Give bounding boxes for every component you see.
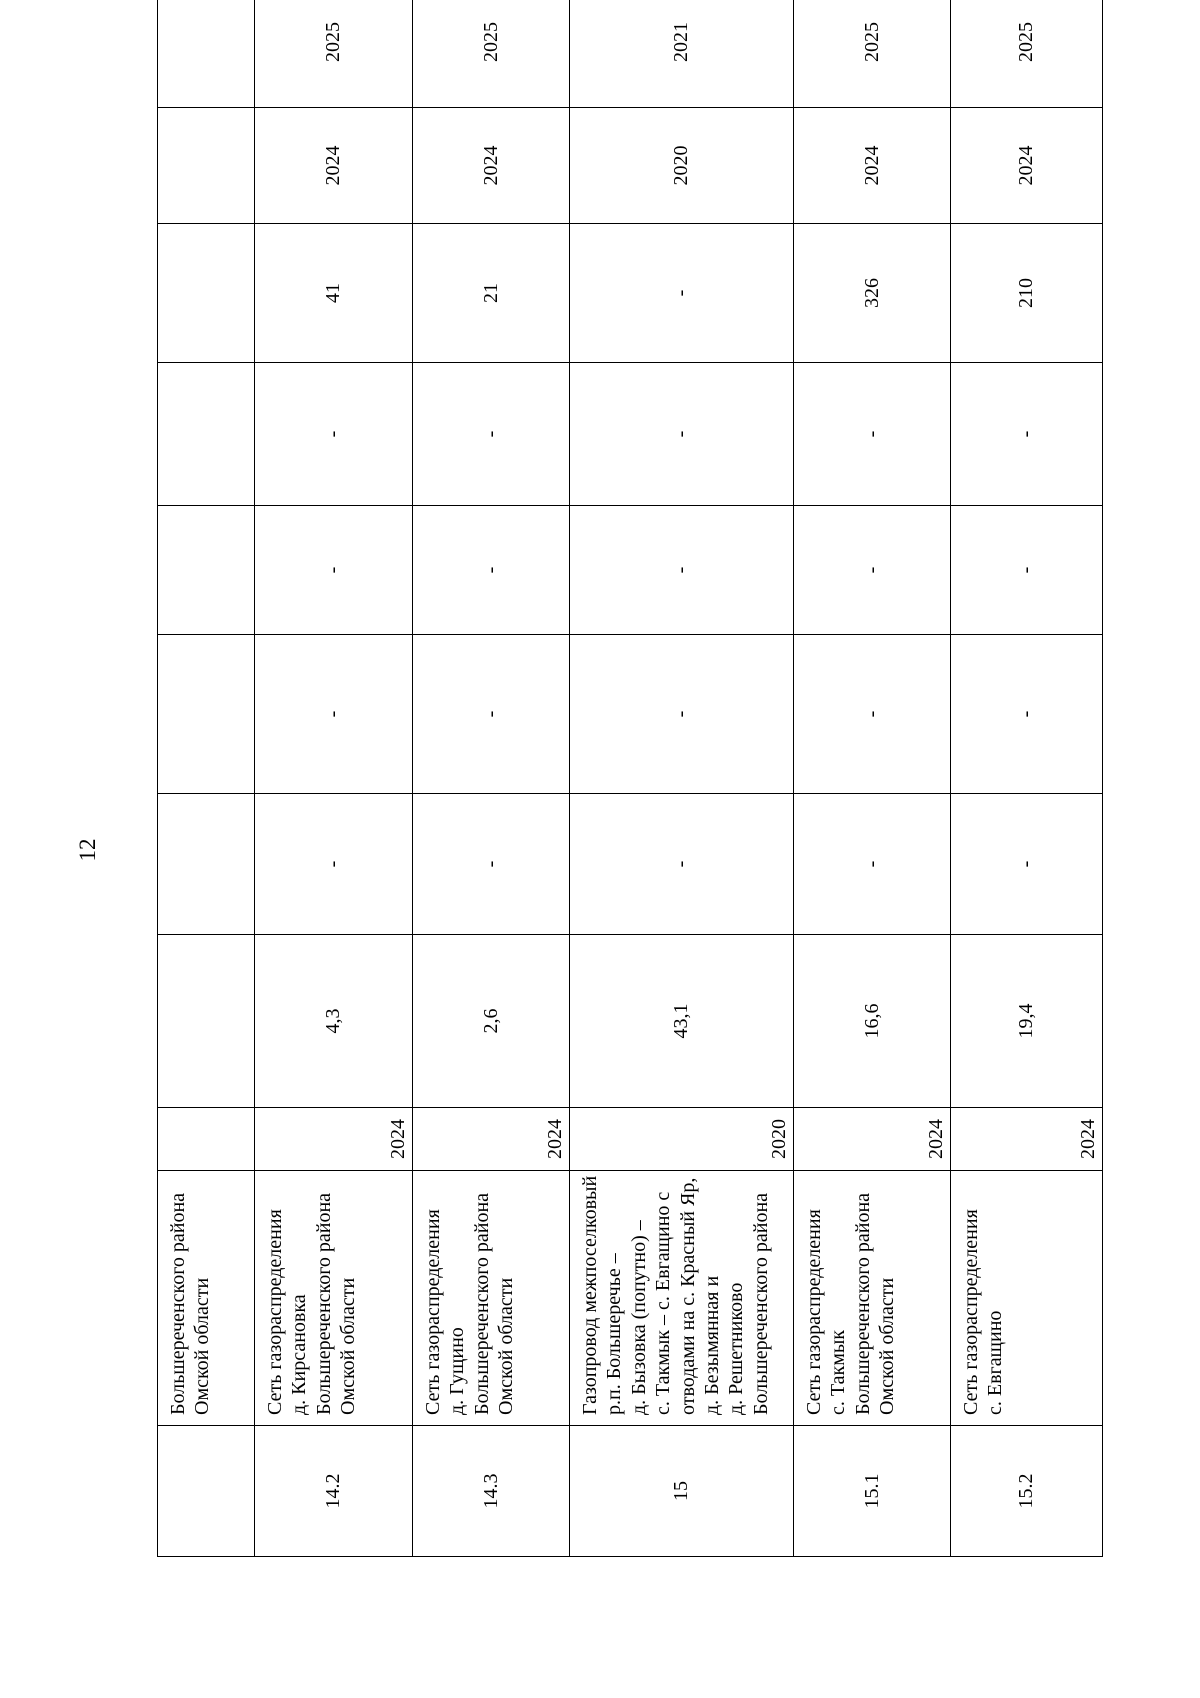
table-row — [570, 0, 794, 1557]
start-year-cell: 2020 — [570, 1108, 794, 1171]
object-name-line: отводами на с. Красный Яр, — [676, 1177, 699, 1415]
year-begin-cell: 2024 — [255, 108, 413, 224]
year-end-cell: 2025 — [794, 0, 951, 108]
object-name-line: д. Бызовка (попутно) – — [627, 1220, 650, 1415]
start-year-cell: 2024 — [255, 1108, 413, 1171]
start-year-cell: 2024 — [951, 1108, 1103, 1171]
year-begin-cell: 2024 — [794, 108, 951, 224]
object-name-cell — [794, 1171, 951, 1426]
row-number-cell: 15.2 — [951, 1426, 1103, 1557]
year-begin-cell — [158, 108, 255, 224]
value-col-5-cell: - — [951, 794, 1103, 935]
object-name-line: Большереченского района — [851, 1192, 874, 1415]
value-col-9-cell: 21 — [413, 224, 570, 363]
value-col-6-cell: - — [255, 635, 413, 794]
value-col-8-cell: - — [413, 363, 570, 506]
object-name-line: Сеть газораспределения — [264, 1209, 286, 1415]
object-name-line: Омской области — [337, 1277, 360, 1415]
value-col-6-cell: - — [794, 635, 951, 794]
value-col-6-cell — [158, 635, 255, 794]
object-name-line: Сеть газораспределения — [960, 1209, 982, 1415]
length-value-cell: 4,3 — [255, 935, 413, 1108]
row-number-cell: 15.1 — [794, 1426, 951, 1557]
value-col-5-cell: - — [570, 794, 794, 935]
start-year-cell: 2024 — [413, 1108, 570, 1171]
object-name-line: д. Безымянная и — [700, 1275, 723, 1415]
value-col-8-cell: - — [951, 363, 1103, 506]
row-number-cell: 14.3 — [413, 1426, 570, 1557]
value-col-7-cell — [158, 506, 255, 635]
objects-table — [157, 0, 1103, 1557]
object-name-line: д. Гущино — [446, 1327, 469, 1415]
value-col-5-cell: - — [255, 794, 413, 935]
object-name-line: Омской области — [495, 1277, 518, 1415]
value-col-5-cell: - — [794, 794, 951, 935]
value-col-8-cell: - — [255, 363, 413, 506]
table-row — [158, 0, 255, 1557]
table-row — [794, 0, 951, 1557]
object-name-line: с. Евгащино — [984, 1310, 1007, 1415]
year-begin-cell: 2024 — [951, 108, 1103, 224]
object-name-line: Сеть газораспределения — [422, 1209, 444, 1415]
year-end-cell: 2025 — [951, 0, 1103, 108]
value-col-6-cell: - — [951, 635, 1103, 794]
value-col-9-cell: 326 — [794, 224, 951, 363]
object-name-line: Газопровод межпоселковый — [579, 1175, 601, 1415]
table-row — [255, 0, 413, 1557]
object-name-line: д. Решетниково — [725, 1282, 748, 1415]
year-begin-cell: 2020 — [570, 108, 794, 224]
value-col-9-cell: - — [570, 224, 794, 363]
object-name-line: Большереченского района — [749, 1192, 772, 1415]
object-name-line: Омской области — [876, 1277, 899, 1415]
value-col-8-cell — [158, 363, 255, 506]
object-name-line: Большереченского района — [167, 1192, 189, 1415]
row-number-cell: 15 — [570, 1426, 794, 1557]
value-col-7-cell: - — [255, 506, 413, 635]
page-number: 12 — [75, 838, 100, 862]
object-name-line: р.п. Большеречье – — [603, 1253, 626, 1415]
object-name-cell — [570, 1171, 794, 1426]
value-col-7-cell: - — [413, 506, 570, 635]
value-col-7-cell: - — [570, 506, 794, 635]
value-col-9-cell: 210 — [951, 224, 1103, 363]
value-col-8-cell: - — [570, 363, 794, 506]
value-col-6-cell: - — [570, 635, 794, 794]
value-col-9-cell: 41 — [255, 224, 413, 363]
object-name-line: с. Такмык – с. Евгащино с — [652, 1191, 675, 1415]
year-end-cell: 2025 — [255, 0, 413, 108]
object-name-line: Большереченского района — [470, 1192, 493, 1415]
object-name-line: с. Такмык — [827, 1330, 850, 1415]
year-end-cell: 2021 — [570, 0, 794, 108]
value-col-9-cell — [158, 224, 255, 363]
length-value-cell: 43,1 — [570, 935, 794, 1108]
row-number-cell — [158, 1426, 255, 1557]
table-row — [413, 0, 570, 1557]
object-name-line: Сеть газораспределения — [803, 1209, 825, 1415]
length-value-cell: 2,6 — [413, 935, 570, 1108]
length-value-cell — [158, 935, 255, 1108]
object-name-cell — [158, 1171, 255, 1426]
value-col-7-cell: - — [794, 506, 951, 635]
year-begin-cell: 2024 — [413, 108, 570, 224]
value-col-8-cell: - — [794, 363, 951, 506]
length-value-cell: 19,4 — [951, 935, 1103, 1108]
table-container — [157, 22, 1102, 1557]
row-number-cell: 14.2 — [255, 1426, 413, 1557]
start-year-cell: 2024 — [794, 1108, 951, 1171]
object-name-cell — [413, 1171, 570, 1426]
object-name-line: Большереченского района — [312, 1192, 335, 1415]
year-end-cell — [158, 0, 255, 108]
object-name-line: Омской области — [191, 1277, 214, 1415]
object-name-line: д. Кирсановка — [288, 1294, 311, 1415]
value-col-5-cell: - — [413, 794, 570, 935]
table-row — [951, 0, 1103, 1557]
length-value-cell: 16,6 — [794, 935, 951, 1108]
start-year-cell — [158, 1108, 255, 1171]
value-col-5-cell — [158, 794, 255, 935]
object-name-cell — [951, 1171, 1103, 1426]
object-name-cell — [255, 1171, 413, 1426]
value-col-6-cell: - — [413, 635, 570, 794]
value-col-7-cell: - — [951, 506, 1103, 635]
year-end-cell: 2025 — [413, 0, 570, 108]
